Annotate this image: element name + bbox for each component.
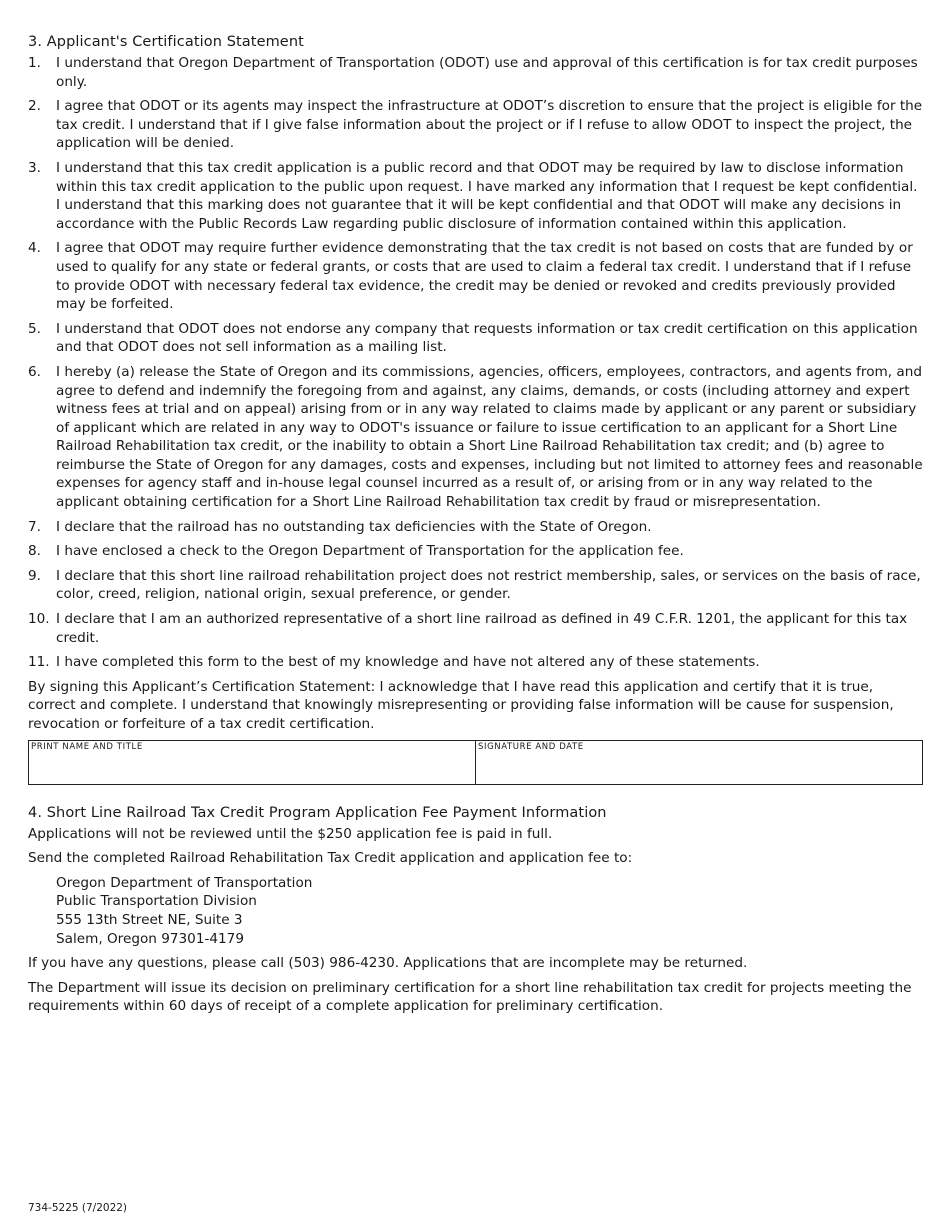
list-item (28, 159, 923, 233)
item-number: 1. (28, 55, 41, 71)
item-text: I agree that ODOT may require further evidence demonstrating that the tax credit is not based on costs that are funded by or used to qualify for any state or federal grants, or costs that are used to claim a federal tax credit. I understand that if I refuse to provide ODOT with necessary federal tax evidence, the credit may be denied or revoked and credits previously provided may be forfeited. (56, 240, 913, 313)
item-number: 6. (28, 363, 41, 380)
item-text: I declare that I am an authorized representative of a short line railroad as defined in 49 C.F.R. 1201, the applicant for this tax credit. (56, 611, 908, 646)
item-text: I have enclosed a check to the Oregon Department of Transportation for the application fee. (56, 543, 684, 560)
send-to-text: Send the completed Railroad Rehabilitation Tax Credit application and application fee to: (28, 850, 633, 867)
form-number: 734-5225 (7/2022) (28, 1202, 128, 1214)
print-name-label: PRINT NAME AND TITLE (31, 741, 143, 752)
certification-list (28, 54, 923, 672)
address-line: Salem, Oregon 97301-4179 (56, 930, 244, 947)
signature-box (28, 740, 923, 785)
item-number: 2. (28, 98, 41, 115)
item-text: I declare that the railroad has no outstanding tax deficiencies with the State of Oregon. (56, 518, 652, 535)
signature-date-field[interactable] (475, 741, 922, 784)
item-number: 8. (28, 543, 41, 560)
list-item (28, 363, 923, 512)
section-3-heading: 3. Applicant's Certification Statement (28, 34, 304, 50)
item-text: I declare that this short line railroad rehabilitation project does not restrict membership, sales, or services on the basis of race, color, creed, religion, national origin, sexual preference, or gender. (56, 567, 921, 603)
item-text: I hereby (a) release the State of Oregon and its commissions, agencies, officers, employees, contractors, and agents from, and agree to defend and indemnify the foregoing from and against, any claims, demands, or costs (including attorney and expert witness fees at trial and on appeal) arising from or in any way related to claims made by applicant or any parent or subsidiary of applicant which are related in any way to ODOT's issuance or failure to issue certification to an applicant for a Short Line Railroad Rehabilitation tax credit, or the inability to obtain a Short Line Railroad Rehabilitation tax credit; and (b) agree to reimburse the State of Oregon for any damages, costs and expenses, including but not limited to attorney fees and reasonable expenses for agency staff and in-house legal counsel incurred as a result of, or arising from or in any way related to the applicant obtaining certification for a Short Line Railroad Rehabilitation tax credit by fraud or misrepresentation. (56, 363, 923, 511)
item-text: I have completed this form to the best of my knowledge and have not altered any of these statements. (56, 654, 760, 671)
address-line: 555 13th Street NE, Suite 3 (56, 911, 243, 928)
item-number: 7. (28, 518, 41, 535)
item-text: I understand that this tax credit application is a public record and that ODOT may be required by law to disclose information within this tax credit application to the public upon request. I have marked any information that I request be kept confidential. I understand that this marking does not guarantee that it will be kept confidential and that ODOT will make any decisions in accordance with the Public Records Law regarding public disclosure of information contained within this application. (56, 159, 918, 232)
list-item (28, 97, 923, 153)
questions-text: If you have any questions, please call (503) 986-4230. Applications that are incomplete may be returned. (28, 955, 748, 972)
mailing-address (56, 874, 923, 948)
item-number: 5. (28, 320, 41, 337)
item-number: 4. (28, 240, 41, 257)
item-number: 11. (28, 654, 50, 671)
item-text: I agree that ODOT or its agents may inspect the infrastructure at ODOT’s discretion to ensure that the project is eligible for the tax credit. I understand that if I give false information about the project or if I refuse to allow ODOT to inspect the project, the application will be denied. (56, 98, 923, 152)
list-item (28, 518, 923, 537)
address-line: Oregon Department of Transportation (56, 874, 313, 891)
closing-statement: By signing this Applicant’s Certification Statement: I acknowledge that I have read this application and certify that it is true, correct and complete. I understand that knowingly misrepresenting or providing false information will be cause for suspension, revocation or forfeiture of a tax credit certification. (28, 678, 894, 732)
item-text: I understand that Oregon Department of Transportation (ODOT) use and approval of this certification is for tax credit purposes only. (56, 55, 918, 90)
list-item (28, 653, 923, 672)
fee-note: Applications will not be reviewed until the $250 application fee is paid in full. (28, 825, 553, 842)
list-item (28, 567, 923, 604)
list-item (28, 610, 923, 647)
print-name-field[interactable] (29, 741, 475, 784)
section-4-heading: 4. Short Line Railroad Tax Credit Program Application Fee Payment Information (28, 804, 607, 821)
address-line: Public Transportation Division (56, 893, 257, 910)
item-number: 9. (28, 567, 41, 584)
list-item (28, 542, 923, 561)
item-number: 3. (28, 159, 41, 176)
list-item (28, 54, 923, 91)
list-item (28, 239, 923, 313)
document-page (28, 34, 923, 1022)
signature-date-label: SIGNATURE AND DATE (478, 741, 584, 752)
section-4 (28, 805, 923, 1016)
decision-text: The Department will issue its decision on preliminary certification for a short line rehabilitation tax credit for projects meeting the requirements within 60 days of receipt of a complete application for preliminary certification. (28, 979, 912, 1015)
item-text: I understand that ODOT does not endorse any company that requests information or tax credit certification on this application and that ODOT does not sell information as a mailing list. (56, 320, 918, 356)
list-item (28, 320, 923, 357)
item-number: 10. (28, 611, 50, 628)
